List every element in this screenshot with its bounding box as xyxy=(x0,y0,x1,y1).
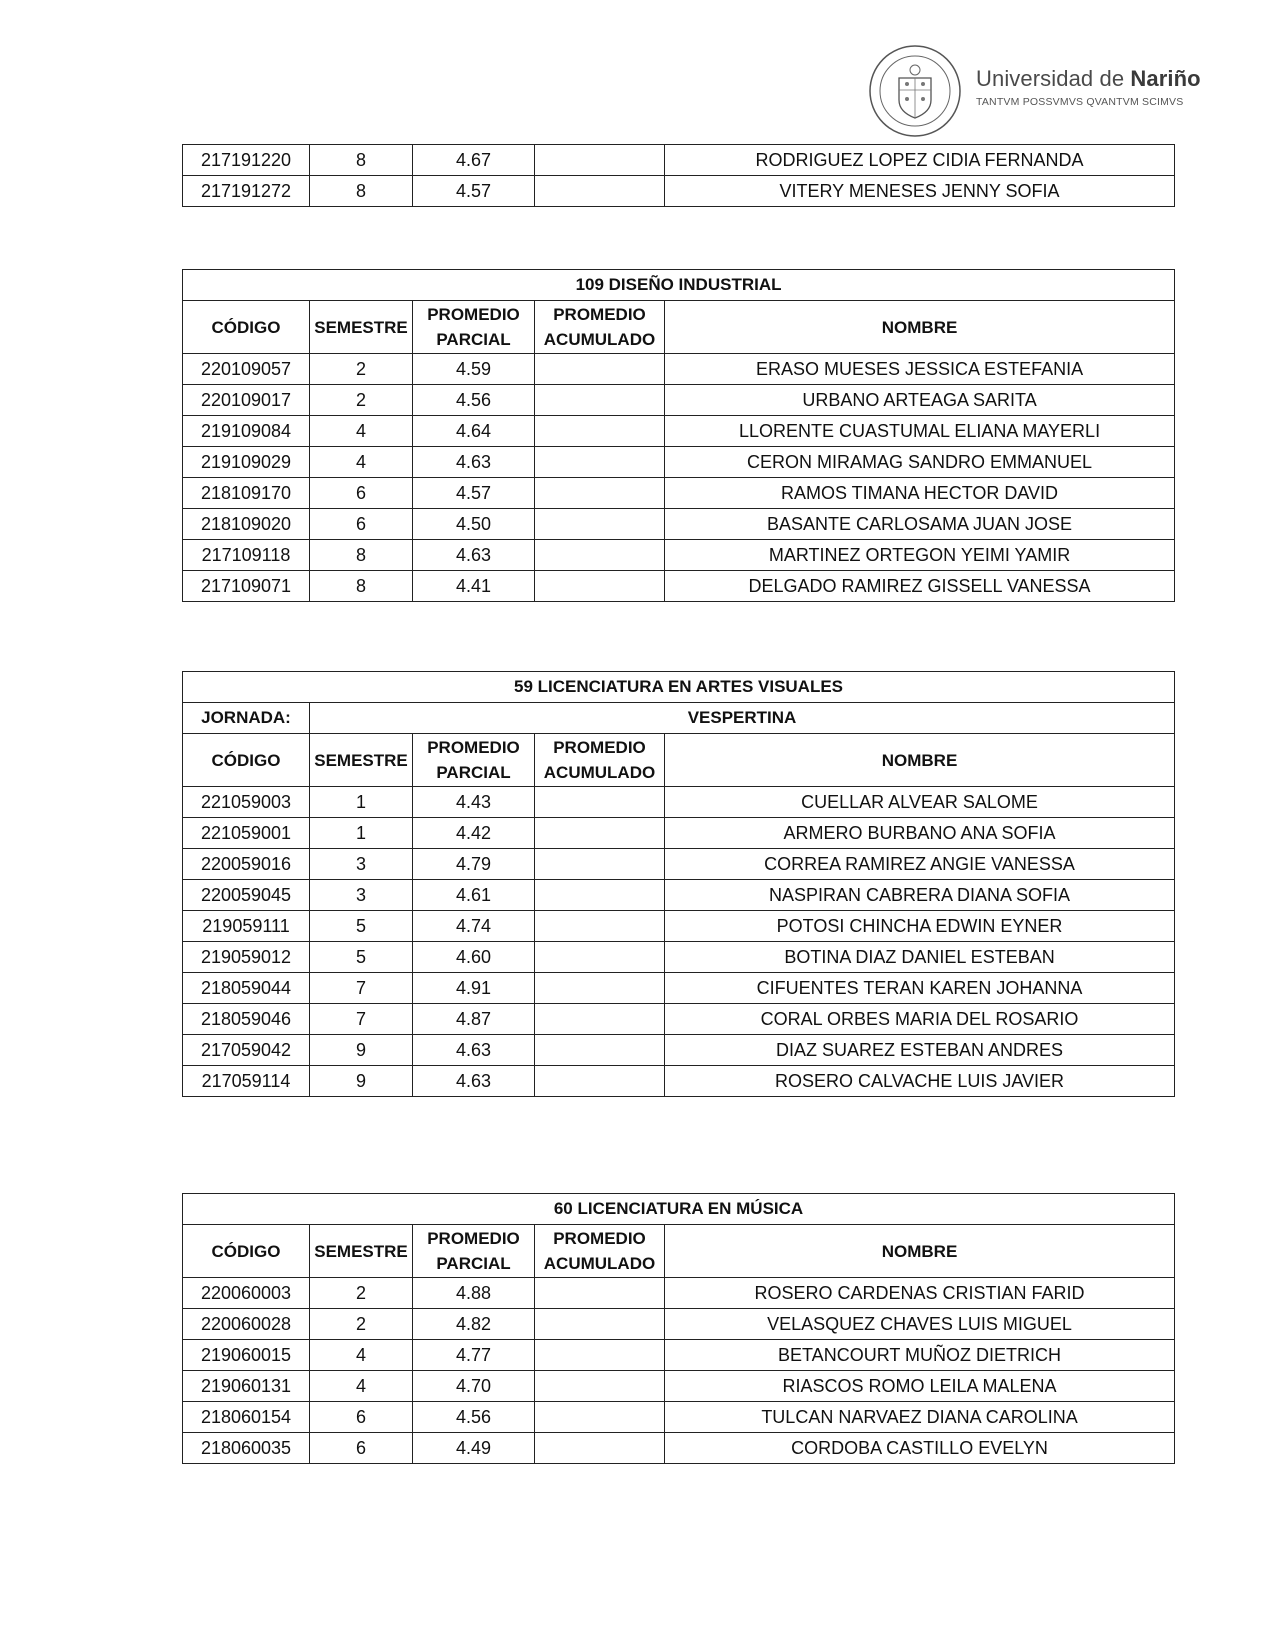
codigo-cell: 219059012 xyxy=(183,942,310,973)
table-row xyxy=(183,571,1175,602)
table-row xyxy=(183,354,1175,385)
promedio-acumulado-cell xyxy=(535,1004,665,1035)
promedio-acumulado-cell xyxy=(535,973,665,1004)
table-row xyxy=(183,540,1175,571)
promedio-acumulado-cell xyxy=(535,571,665,602)
promedio-acumulado-cell xyxy=(535,942,665,973)
promedio-parcial-cell: 4.61 xyxy=(413,880,535,911)
codigo-cell: 218059044 xyxy=(183,973,310,1004)
col-header-promedio-label: PROMEDIO xyxy=(553,1229,646,1248)
semestre-cell: 6 xyxy=(310,478,413,509)
semestre-cell: 2 xyxy=(310,1278,413,1309)
promedio-acumulado-cell xyxy=(535,1433,665,1464)
col-header-acumulado-label: ACUMULADO xyxy=(543,763,656,782)
semestre-cell: 8 xyxy=(310,540,413,571)
nombre-cell: BASANTE CARLOSAMA JUAN JOSE xyxy=(665,509,1175,540)
section-title-row xyxy=(183,1194,1175,1225)
nombre-cell: ROSERO CALVACHE LUIS JAVIER xyxy=(665,1066,1175,1097)
codigo-cell: 217109118 xyxy=(183,540,310,571)
promedio-acumulado-cell xyxy=(535,478,665,509)
university-motto: TANTVM POSSVMVS QVANTVM SCIMVS xyxy=(976,96,1184,108)
codigo-cell: 220060003 xyxy=(183,1278,310,1309)
promedio-acumulado-cell xyxy=(535,880,665,911)
promedio-parcial-cell: 4.41 xyxy=(413,571,535,602)
semestre-cell: 4 xyxy=(310,416,413,447)
table-row xyxy=(183,1035,1175,1066)
table-row xyxy=(183,1433,1175,1464)
column-header-row xyxy=(183,301,1175,354)
table-row xyxy=(183,1371,1175,1402)
semestre-cell: 9 xyxy=(310,1035,413,1066)
table-row xyxy=(183,880,1175,911)
promedio-parcial-cell: 4.74 xyxy=(413,911,535,942)
carry-over-table xyxy=(182,144,1175,207)
nombre-cell: TULCAN NARVAEZ DIANA CAROLINA xyxy=(665,1402,1175,1433)
codigo-cell: 219109029 xyxy=(183,447,310,478)
table-row xyxy=(183,447,1175,478)
semestre-cell: 2 xyxy=(310,1309,413,1340)
table-row xyxy=(183,787,1175,818)
university-name-prefix: Universidad de xyxy=(976,66,1131,91)
col-header-promedio-parcial xyxy=(413,301,535,354)
nombre-cell: ROSERO CARDENAS CRISTIAN FARID xyxy=(665,1278,1175,1309)
semestre-cell: 8 xyxy=(310,571,413,602)
codigo-cell: 219109084 xyxy=(183,416,310,447)
semestre-cell: 4 xyxy=(310,1340,413,1371)
promedio-parcial-cell: 4.57 xyxy=(413,176,535,207)
table-row xyxy=(183,973,1175,1004)
promedio-parcial-cell: 4.63 xyxy=(413,447,535,478)
nombre-cell: CORDOBA CASTILLO EVELYN xyxy=(665,1433,1175,1464)
codigo-cell: 218109170 xyxy=(183,478,310,509)
promedio-parcial-cell: 4.59 xyxy=(413,354,535,385)
col-header-promedio-acumulado xyxy=(535,1225,665,1278)
promedio-parcial-cell: 4.79 xyxy=(413,849,535,880)
col-header-promedio-label: PROMEDIO xyxy=(553,738,646,757)
university-brand xyxy=(976,66,1201,108)
nombre-cell: BETANCOURT MUÑOZ DIETRICH xyxy=(665,1340,1175,1371)
section-title: 59 LICENCIATURA EN ARTES VISUALES xyxy=(183,672,1175,703)
codigo-cell: 221059003 xyxy=(183,787,310,818)
semestre-cell: 6 xyxy=(310,1402,413,1433)
nombre-cell: LLORENTE CUASTUMAL ELIANA MAYERLI xyxy=(665,416,1175,447)
nombre-cell: CIFUENTES TERAN KAREN JOHANNA xyxy=(665,973,1175,1004)
jornada-value: VESPERTINA xyxy=(310,703,1175,734)
nombre-cell: RAMOS TIMANA HECTOR DAVID xyxy=(665,478,1175,509)
promedio-acumulado-cell xyxy=(535,1278,665,1309)
codigo-cell: 221059001 xyxy=(183,818,310,849)
codigo-cell: 219060015 xyxy=(183,1340,310,1371)
promedio-parcial-cell: 4.43 xyxy=(413,787,535,818)
codigo-cell: 220109017 xyxy=(183,385,310,416)
section-table-diseno-industrial xyxy=(182,269,1175,602)
nombre-cell: CERON MIRAMAG SANDRO EMMANUEL xyxy=(665,447,1175,478)
nombre-cell: CORREA RAMIREZ ANGIE VANESSA xyxy=(665,849,1175,880)
table-row xyxy=(183,176,1175,207)
university-name xyxy=(976,66,1201,92)
promedio-parcial-cell: 4.60 xyxy=(413,942,535,973)
promedio-parcial-cell: 4.67 xyxy=(413,145,535,176)
codigo-cell: 217109071 xyxy=(183,571,310,602)
promedio-acumulado-cell xyxy=(535,447,665,478)
nombre-cell: RODRIGUEZ LOPEZ CIDIA FERNANDA xyxy=(665,145,1175,176)
col-header-promedio-label: PROMEDIO xyxy=(427,738,520,757)
section-title: 109 DISEÑO INDUSTRIAL xyxy=(183,270,1175,301)
carry-over-table-body xyxy=(183,145,1175,207)
promedio-acumulado-cell xyxy=(535,818,665,849)
col-header-nombre: NOMBRE xyxy=(665,1225,1175,1278)
jornada-row xyxy=(183,703,1175,734)
codigo-cell: 218060154 xyxy=(183,1402,310,1433)
table-row xyxy=(183,1066,1175,1097)
promedio-parcial-cell: 4.64 xyxy=(413,416,535,447)
semestre-cell: 4 xyxy=(310,447,413,478)
section-title: 60 LICENCIATURA EN MÚSICA xyxy=(183,1194,1175,1225)
table-row xyxy=(183,818,1175,849)
promedio-acumulado-cell xyxy=(535,911,665,942)
promedio-acumulado-cell xyxy=(535,1309,665,1340)
promedio-parcial-cell: 4.70 xyxy=(413,1371,535,1402)
col-header-promedio-label: PROMEDIO xyxy=(553,305,646,324)
section-table-musica xyxy=(182,1193,1175,1464)
col-header-promedio-parcial xyxy=(413,1225,535,1278)
semestre-cell: 8 xyxy=(310,176,413,207)
promedio-parcial-cell: 4.57 xyxy=(413,478,535,509)
codigo-cell: 220109057 xyxy=(183,354,310,385)
nombre-cell: BOTINA DIAZ DANIEL ESTEBAN xyxy=(665,942,1175,973)
semestre-cell: 6 xyxy=(310,509,413,540)
promedio-parcial-cell: 4.56 xyxy=(413,1402,535,1433)
section-table-body xyxy=(183,787,1175,1097)
semestre-cell: 6 xyxy=(310,1433,413,1464)
column-header-row xyxy=(183,734,1175,787)
semestre-cell: 2 xyxy=(310,354,413,385)
table-row xyxy=(183,849,1175,880)
promedio-parcial-cell: 4.49 xyxy=(413,1433,535,1464)
promedio-acumulado-cell xyxy=(535,1371,665,1402)
col-header-parcial-label: PARCIAL xyxy=(436,763,511,782)
semestre-cell: 3 xyxy=(310,849,413,880)
col-header-promedio-label: PROMEDIO xyxy=(427,1229,520,1248)
section-table-body xyxy=(183,354,1175,602)
nombre-cell: CORAL ORBES MARIA DEL ROSARIO xyxy=(665,1004,1175,1035)
col-header-acumulado-label: ACUMULADO xyxy=(543,330,656,349)
table-row xyxy=(183,145,1175,176)
col-header-promedio-parcial xyxy=(413,734,535,787)
promedio-parcial-cell: 4.77 xyxy=(413,1340,535,1371)
semestre-cell: 5 xyxy=(310,911,413,942)
semestre-cell: 7 xyxy=(310,973,413,1004)
promedio-acumulado-cell xyxy=(535,540,665,571)
codigo-cell: 218060035 xyxy=(183,1433,310,1464)
semestre-cell: 8 xyxy=(310,145,413,176)
promedio-parcial-cell: 4.91 xyxy=(413,973,535,1004)
promedio-parcial-cell: 4.42 xyxy=(413,818,535,849)
nombre-cell: ERASO MUESES JESSICA ESTEFANIA xyxy=(665,354,1175,385)
semestre-cell: 3 xyxy=(310,880,413,911)
codigo-cell: 217191272 xyxy=(183,176,310,207)
promedio-parcial-cell: 4.56 xyxy=(413,385,535,416)
col-header-codigo: CÓDIGO xyxy=(183,301,310,354)
promedio-acumulado-cell xyxy=(535,416,665,447)
promedio-acumulado-cell xyxy=(535,354,665,385)
nombre-cell: ARMERO BURBANO ANA SOFIA xyxy=(665,818,1175,849)
col-header-nombre: NOMBRE xyxy=(665,301,1175,354)
codigo-cell: 220059016 xyxy=(183,849,310,880)
semestre-cell: 4 xyxy=(310,1371,413,1402)
semestre-cell: 7 xyxy=(310,1004,413,1035)
nombre-cell: VELASQUEZ CHAVES LUIS MIGUEL xyxy=(665,1309,1175,1340)
table-row xyxy=(183,1278,1175,1309)
promedio-acumulado-cell xyxy=(535,787,665,818)
table-row xyxy=(183,385,1175,416)
codigo-cell: 218059046 xyxy=(183,1004,310,1035)
university-name-strong: Nariño xyxy=(1130,66,1201,91)
promedio-acumulado-cell xyxy=(535,509,665,540)
col-header-semestre: SEMESTRE xyxy=(310,301,413,354)
col-header-codigo: CÓDIGO xyxy=(183,1225,310,1278)
promedio-parcial-cell: 4.63 xyxy=(413,1066,535,1097)
codigo-cell: 219059111 xyxy=(183,911,310,942)
promedio-acumulado-cell xyxy=(535,176,665,207)
semestre-cell: 2 xyxy=(310,385,413,416)
semestre-cell: 9 xyxy=(310,1066,413,1097)
promedio-parcial-cell: 4.63 xyxy=(413,1035,535,1066)
nombre-cell: NASPIRAN CABRERA DIANA SOFIA xyxy=(665,880,1175,911)
semestre-cell: 1 xyxy=(310,787,413,818)
nombre-cell: MARTINEZ ORTEGON YEIMI YAMIR xyxy=(665,540,1175,571)
col-header-semestre: SEMESTRE xyxy=(310,1225,413,1278)
col-header-promedio-acumulado xyxy=(535,734,665,787)
jornada-label: JORNADA: xyxy=(183,703,310,734)
nombre-cell: CUELLAR ALVEAR SALOME xyxy=(665,787,1175,818)
promedio-acumulado-cell xyxy=(535,385,665,416)
university-header xyxy=(868,44,1208,136)
nombre-cell: URBANO ARTEAGA SARITA xyxy=(665,385,1175,416)
codigo-cell: 220060028 xyxy=(183,1309,310,1340)
table-row xyxy=(183,1004,1175,1035)
nombre-cell: RIASCOS ROMO LEILA MALENA xyxy=(665,1371,1175,1402)
promedio-parcial-cell: 4.87 xyxy=(413,1004,535,1035)
codigo-cell: 217059114 xyxy=(183,1066,310,1097)
col-header-parcial-label: PARCIAL xyxy=(436,330,511,349)
semestre-cell: 1 xyxy=(310,818,413,849)
university-seal-icon xyxy=(868,44,962,138)
promedio-acumulado-cell xyxy=(535,1035,665,1066)
nombre-cell: DIAZ SUAREZ ESTEBAN ANDRES xyxy=(665,1035,1175,1066)
section-title-row xyxy=(183,270,1175,301)
section-table-body xyxy=(183,1278,1175,1464)
table-row xyxy=(183,509,1175,540)
promedio-acumulado-cell xyxy=(535,849,665,880)
column-header-row xyxy=(183,1225,1175,1278)
section-table-artes-visuales xyxy=(182,671,1175,1097)
table-row xyxy=(183,942,1175,973)
section-title-row xyxy=(183,672,1175,703)
promedio-acumulado-cell xyxy=(535,1340,665,1371)
nombre-cell: VITERY MENESES JENNY SOFIA xyxy=(665,176,1175,207)
promedio-acumulado-cell xyxy=(535,1066,665,1097)
table-row xyxy=(183,416,1175,447)
col-header-codigo: CÓDIGO xyxy=(183,734,310,787)
codigo-cell: 217059042 xyxy=(183,1035,310,1066)
promedio-parcial-cell: 4.88 xyxy=(413,1278,535,1309)
promedio-parcial-cell: 4.82 xyxy=(413,1309,535,1340)
table-row xyxy=(183,1340,1175,1371)
col-header-semestre: SEMESTRE xyxy=(310,734,413,787)
nombre-cell: DELGADO RAMIREZ GISSELL VANESSA xyxy=(665,571,1175,602)
table-row xyxy=(183,1309,1175,1340)
col-header-parcial-label: PARCIAL xyxy=(436,1254,511,1273)
table-row xyxy=(183,478,1175,509)
semestre-cell: 5 xyxy=(310,942,413,973)
promedio-acumulado-cell xyxy=(535,145,665,176)
promedio-acumulado-cell xyxy=(535,1402,665,1433)
col-header-acumulado-label: ACUMULADO xyxy=(543,1254,656,1273)
codigo-cell: 220059045 xyxy=(183,880,310,911)
col-header-nombre: NOMBRE xyxy=(665,734,1175,787)
codigo-cell: 218109020 xyxy=(183,509,310,540)
table-row xyxy=(183,911,1175,942)
col-header-promedio-label: PROMEDIO xyxy=(427,305,520,324)
table-row xyxy=(183,1402,1175,1433)
nombre-cell: POTOSI CHINCHA EDWIN EYNER xyxy=(665,911,1175,942)
codigo-cell: 219060131 xyxy=(183,1371,310,1402)
promedio-parcial-cell: 4.63 xyxy=(413,540,535,571)
codigo-cell: 217191220 xyxy=(183,145,310,176)
promedio-parcial-cell: 4.50 xyxy=(413,509,535,540)
col-header-promedio-acumulado xyxy=(535,301,665,354)
